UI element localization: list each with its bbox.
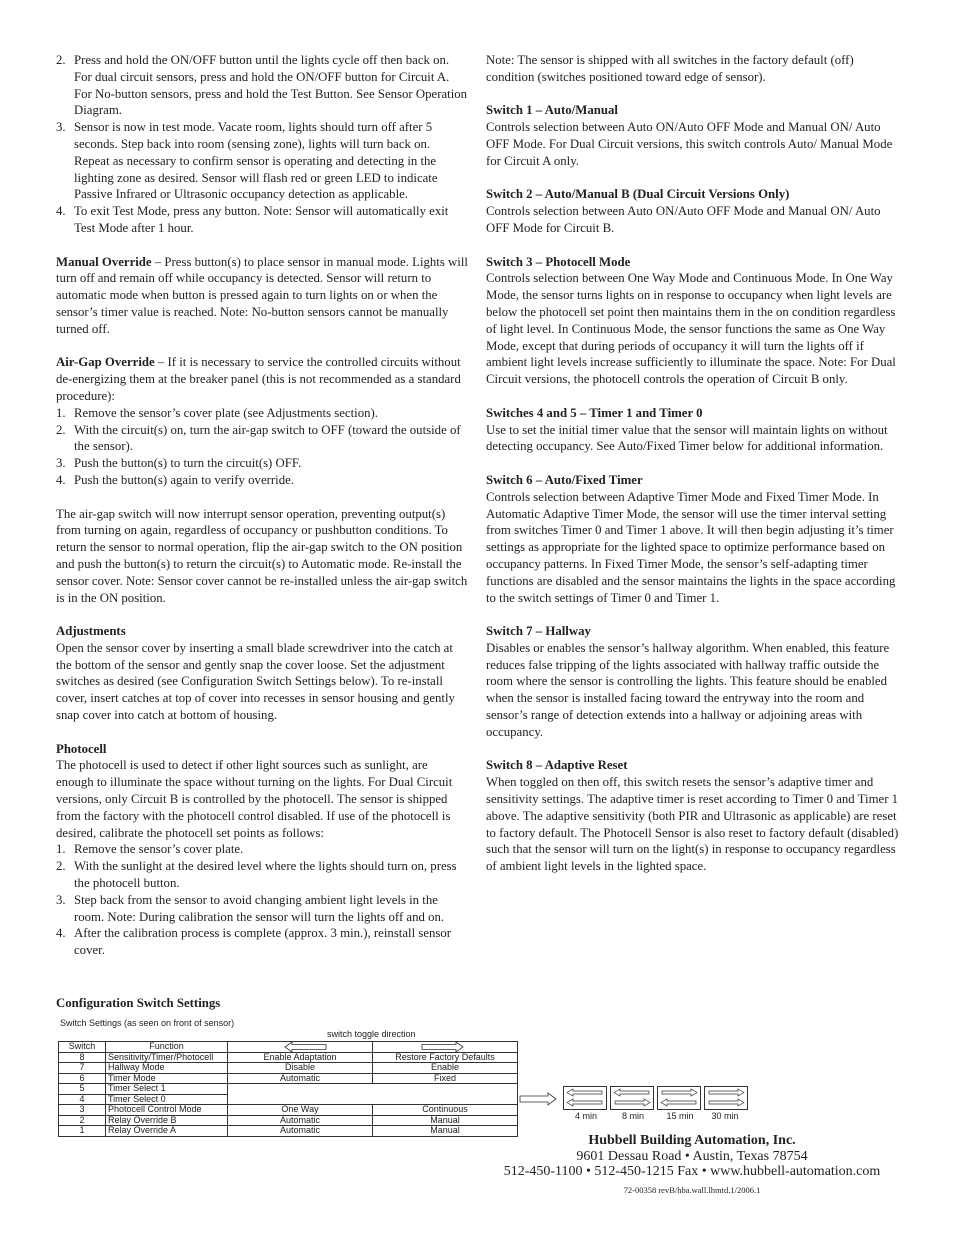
timer-pointer-arrow-icon	[518, 1091, 558, 1107]
factory-note: Note: The sensor is shipped with all switches in the factory default (off) condition (switches positioned toward edge of sensor).	[486, 53, 854, 84]
list-item: 3. Step back from the sensor to avoid changing ambient light levels in the room. Note: During calibration the sensor will turn the lights off and on.	[56, 892, 445, 924]
switch-1-heading: Switch 1 – Auto/Manual	[486, 103, 618, 118]
switch-1-section	[486, 102, 901, 169]
header-left-option	[228, 1042, 373, 1053]
timer-8min-arrows-icon	[611, 1087, 653, 1109]
document-id: 72-00358 revB/hba.wall.lhmtd.1/2006.1	[623, 1185, 761, 1195]
timer-merged-cell	[228, 1084, 518, 1105]
switch-7-text: Disables or enables the sensor’s hallway algorithm. When enabled, this feature reduces false tripping of the lights associated with hallway traffic outside the room where the sensor is controlling the lights. This feature should be enabled when the sensor is installed facing toward the entryway into the room and sensor’s range of detection extends into a hallway or adjoining areas with occupancy.	[486, 640, 890, 739]
switch-6-section	[486, 472, 901, 606]
adjustments-paragraph: Open the sensor cover by inserting a small blade screwdriver into the catch at the bottom of the sensor and gently snap the cover loose. Set the adjustment switches as desired (see Configuration Switch Settings below). To re-install cover, insert catches at top of cover into recesses in sensor housing and gently snap cover into catch at bottom of housing.	[56, 640, 455, 723]
timer-15min-box	[657, 1086, 701, 1110]
switch-4-5-text: Use to set the initial timer value that the sensor will maintain lights on without detecting occupancy. See Auto/Fixed Timer below for additional information.	[486, 422, 888, 454]
table-row: 4 Timer Select 0	[59, 1094, 518, 1105]
air-gap-after-section	[56, 506, 468, 607]
list-item: 2. With the circuit(s) on, turn the air-gap switch to OFF (toward the outside of the sensor).	[56, 422, 461, 454]
photocell-steps-list	[56, 841, 468, 959]
switch-2-heading: Switch 2 – Auto/Manual B (Dual Circuit Versions Only)	[486, 187, 790, 202]
company-name: Hubbell Building Automation, Inc.	[588, 1133, 796, 1148]
switch-6-heading: Switch 6 – Auto/Fixed Timer	[486, 472, 643, 487]
test-mode-section	[56, 52, 468, 237]
manual-override-section	[56, 254, 468, 338]
timer-30min-arrows-icon	[705, 1087, 747, 1109]
timer-30min-box	[704, 1086, 748, 1110]
timer-4min-box	[563, 1086, 607, 1110]
adjustments-heading: Adjustments	[56, 624, 126, 639]
config-subtitle: Switch Settings (as seen on front of sensor)	[60, 1018, 235, 1028]
list-item: 3. Sensor is now in test mode. Vacate room, lights should turn off after 5 seconds. Step back into room (sensing zone), lights will turn back on. Repeat as necessary to confirm sensor is operating and detecting in the lighting zone as desired. Sensor will flash red or green LED to indicate Passive Infrared or Ultrasonic occupancy detection as applicable.	[56, 120, 438, 202]
test-steps-list	[56, 52, 468, 237]
timer-8min-box	[610, 1086, 654, 1110]
timer-8min-label: 8 min	[621, 1111, 644, 1121]
switch-4-5-section	[486, 405, 901, 455]
table-row: 7 Hallway Mode Disable Enable	[59, 1063, 518, 1074]
config-title: Configuration Switch Settings	[56, 996, 221, 1010]
header-right-option	[373, 1042, 518, 1053]
list-item: 1. Remove the sensor’s cover plate (see Adjustments section).	[56, 405, 378, 420]
air-gap-after-paragraph: The air-gap switch will now interrupt sensor operation, preventing output(s) from turning on again, regardless of occupancy or pushbutton conditions. To return the sensor to normal operation, flip the air-gap switch to the ON position and push the button(s) to return the circuit(s) to Automatic mode. Re-install the sensor cover. Note: Sensor cover cannot be re-installed unless the air-gap switch is in the ON position.	[56, 506, 468, 605]
photocell-paragraph: The photocell is used to detect if other light sources such as sunlight, are enough to illuminate the space without turning on the lights. For Dual Circuit versions, only Circuit B is controlled by the photocell. The sensor is shipped from the factory with the photocell control disabled. If use of the photocell is desired, calibrate the photocell set points as follows:	[56, 758, 453, 840]
switch-4-5-heading: Switches 4 and 5 – Timer 1 and Timer 0	[486, 405, 703, 420]
switch-8-heading: Switch 8 – Adaptive Reset	[486, 758, 628, 773]
switch-3-section	[486, 254, 901, 388]
switch-8-text: When toggled on then off, this switch resets the sensor’s adaptive timer and sensitivity settings. The adaptive timer is reset according to Timer 0 and Timer 1 above. The adaptive sensitivity (both PIR and Ultrasonic as applicable) are reset to factory default. The Photocell Sensor is also reset to factory default (disabled) such that the sensor will turn on the light(s) in response to occupancy regardless of ambient light levels in the lighted space.	[486, 775, 899, 874]
left-column	[56, 52, 468, 976]
timer-4min-label: 4 min	[574, 1111, 597, 1121]
header-switch: Switch	[59, 1042, 106, 1053]
table-row: 3 Photocell Control Mode One Way Continuous	[59, 1105, 518, 1116]
factory-note-section	[486, 52, 901, 86]
photocell-section	[56, 741, 468, 959]
switch-1-text: Controls selection between Auto ON/Auto OFF Mode and Manual ON/ Auto OFF Mode. For Dual Circuit versions, this switch controls Auto/ Manual Mode for Circuit A only.	[486, 120, 893, 168]
toggle-direction-label: switch toggle direction	[327, 1029, 416, 1039]
switch-6-text: Controls selection between Adaptive Timer Mode and Fixed Timer Mode. In Automatic Adaptive Timer Mode, the sensor will use the timer interval setting from switches Timer 0 and Timer 1 above. It will then begin adjusting it’s timer settings as appropriate for the lighted space to optimize performance based on occupancy patterns. In Fixed Timer Mode, the sensor’s self-adapting timer functions are disabled and the sensor maintains the lights in the space according to the switch settings of Timer 0 and Timer 1.	[486, 489, 896, 605]
switch-2-section	[486, 186, 901, 236]
table-row: 1 Relay Override A Automatic Manual	[59, 1126, 518, 1137]
list-item: 3. Push the button(s) to turn the circuit(s) OFF.	[56, 456, 302, 471]
table-row: 2 Relay Override B Automatic Manual	[59, 1115, 518, 1126]
switch-7-section	[486, 623, 901, 741]
switch-7-heading: Switch 7 – Hallway	[486, 624, 591, 639]
list-item: 4. Push the button(s) again to verify override.	[56, 472, 294, 487]
table-row: 8 Sensitivity/Timer/Photocell Enable Adaptation Restore Factory Defaults	[59, 1052, 518, 1063]
timer-15min-arrows-icon	[658, 1087, 700, 1109]
list-item: 4. To exit Test Mode, press any button. Note: Sensor will automatically exit Test Mode after 1 hour.	[56, 204, 449, 235]
timer-15min-label: 15 min	[666, 1111, 694, 1121]
list-item: 1. Remove the sensor’s cover plate.	[56, 842, 244, 857]
air-gap-steps-list	[56, 405, 468, 489]
company-contact: 512-450-1100 • 512-450-1215 Fax • www.hubbell-automation.com	[503, 1164, 881, 1179]
table-row: 5 Timer Select 1	[59, 1084, 518, 1095]
air-gap-paragraph: Air-Gap Override – If it is necessary to service the controlled circuits without de-energizing them at the breaker panel (this is not recommended as a standard procedure):	[56, 355, 461, 403]
air-gap-heading: Air-Gap Override	[56, 355, 155, 370]
manual-override-heading: Manual Override	[56, 254, 152, 269]
manual-override-paragraph: Manual Override – Press button(s) to place sensor in manual mode. Lights will turn off and remain off while occupancy is detected. Sensor will return to automatic mode when button is pressed again to turn lights on or when the sensor’s timer value is reached. Note: No-button sensors cannot be manually turned off.	[56, 254, 468, 336]
switch-3-heading: Switch 3 – Photocell Mode	[486, 254, 631, 269]
switch-2-text: Controls selection between Auto ON/Auto OFF Mode and Manual ON/ Auto OFF Mode for Circuit B.	[486, 204, 881, 235]
right-column	[486, 52, 901, 892]
timer-30min-label: 30 min	[711, 1111, 739, 1121]
switch-3-text: Controls selection between One Way Mode and Continuous Mode. In One Way Mode, the sensor turns lights on in response to occupancy when light levels are below the photocell set point then maintains them in the on condition regardless of light level. In Continuous Mode, the sensor functions the same as One Way Mode, except that during periods of occupancy it will turn the lights off if ambient light levels increase sufficiently to illuminate the space. Note: For Dual Circuit versions, the photocell controls the operation of Circuit B only.	[486, 271, 896, 387]
switch-8-section	[486, 757, 901, 875]
table-row: 6 Timer Mode Automatic Fixed	[59, 1073, 518, 1084]
config-switch-table	[58, 1041, 518, 1137]
list-item: 4. After the calibration process is complete (approx. 3 min.), reinstall sensor cover.	[56, 926, 452, 958]
list-item: 2. With the sunlight at the desired level where the lights should turn on, press the photocell button.	[56, 859, 457, 891]
table-header-row	[59, 1042, 518, 1053]
adjustments-section	[56, 623, 468, 724]
company-address: 9601 Dessau Road • Austin, Texas 78754	[576, 1149, 808, 1164]
header-function: Function	[106, 1042, 228, 1053]
air-gap-section	[56, 354, 468, 488]
photocell-heading: Photocell	[56, 741, 107, 756]
timer-4min-arrows-icon	[564, 1087, 606, 1109]
list-item: 2. Press and hold the ON/OFF button until the lights cycle off then back on. For dual circuit sensors, press and hold the ON/OFF button for Circuit A. For No-button sensors, press and hold the Test Button. See Sensor Operation Diagram.	[56, 53, 468, 118]
